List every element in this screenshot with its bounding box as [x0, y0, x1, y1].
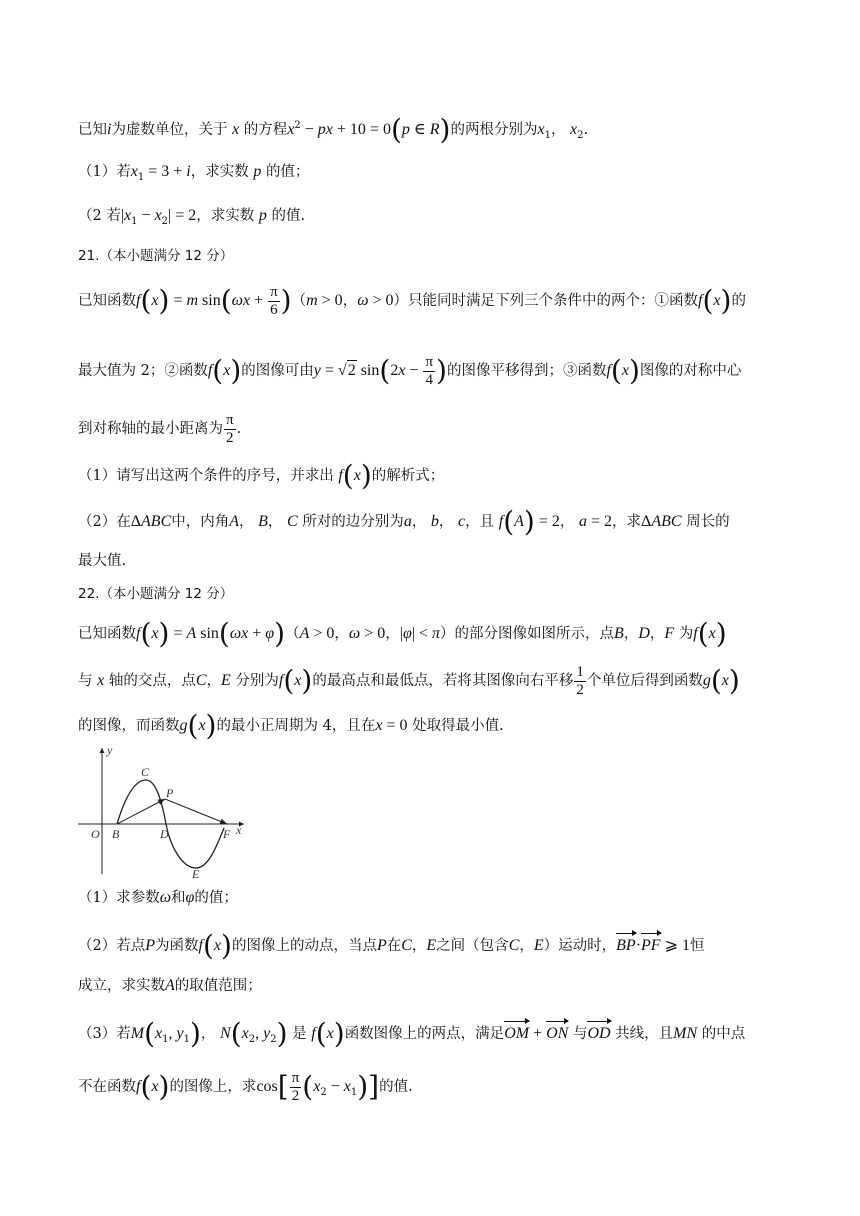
label-y: y: [107, 743, 113, 757]
sine-graph-figure: [74, 742, 254, 880]
p21-header: 21.（本小题满分 12 分）: [78, 248, 234, 264]
p21-part1: （1）请写出这两个条件的序号，并求出 f(x)的解析式；: [78, 459, 445, 492]
p21-stem3: 到对称轴的最小距离为 $\frac{\pi}{2}$ .: [78, 412, 242, 446]
p22-stem3: 的图像，而函数g(x)的最小正周期为 4，且在x = 0 处取得最小值.: [78, 709, 504, 742]
label-x: x: [236, 823, 242, 837]
label-p: P: [166, 786, 174, 800]
p21-part2: （2）在ΔABC中，内角A， B， C 所对的边分别为a， b， c，且 f(A) = 2， a = 2，求ΔABC 周长的: [78, 505, 730, 538]
label-b: B: [112, 827, 120, 841]
p22-stem2: 与 x 轴的交点，点C，E 分别为f(x)的最高点和最低点，若将其图像向右平移 $\frac{1}{2}$ 个单位后得到函数g(x): [78, 664, 740, 698]
label-f: F: [223, 827, 231, 841]
p22-stem: 已知函数f(x) = A sin(ωx + φ)（A > 0，ω > 0，|φ| < π）的部分图像如图所示，点B，D，F 为f(x): [78, 617, 727, 650]
vector-pf: [165, 799, 227, 824]
p20-stem: 已知i为虚数单位，关于 x 的方程$x^2$ − px + 10 = 0(p ∈ R)的两根分别为$x_1$， $x_2$.: [78, 113, 589, 146]
p20-part1: （1）若$x_1 = 3 + i$，求实数 p 的值；: [78, 163, 310, 183]
p21-stem2: 最大值为 2；②函数f(x)的图像可由y = √2 sin(2x − $\frac{\pi}{4}$ )的图像平移得到；③函数f(x)图像的对称中心: [78, 354, 742, 388]
p22-part2: （2）若点P为函数f(x)的图像上的动点，当点P在C，E之间（包含C，E）运动时，BP·PF ⩾ 1恒: [78, 929, 705, 962]
label-d: D: [160, 827, 169, 841]
label-c: C: [141, 765, 150, 779]
label-e: E: [192, 867, 200, 880]
p22-part1: （1）求参数ω和φ的值；: [78, 889, 238, 906]
p21-part2-cont: 最大值.: [78, 553, 127, 569]
label-o: O: [91, 827, 100, 841]
p22-part3: （3）若$M(x_1$, $y_1$)， $N(x_2$, $y_2$) 是 f(x)函数图像上的两点，满足OM + ON 与OD 共线，且MN 的中点: [78, 1017, 746, 1050]
p22-header: 22.（本小题满分 12 分）: [78, 586, 234, 602]
p22-part2-cont: 成立，求实数A的取值范围；: [78, 977, 262, 994]
p22-part3-cont: 不在函数f(x)的图像上，求cos[ $\frac{\pi}{2}$ $(x_2 - x_1)$]的值.: [78, 1070, 413, 1104]
p20-part2: （2 若$|x_1 - x_2| = 2$，求实数 p 的值.: [78, 207, 306, 227]
p21-stem: 已知函数f(x) = m sin(ωx + $\frac{\pi}{6}$ )（m > 0，ω > 0）只能同时满足下列三个条件中的两个：①函数f(x)的: [78, 284, 746, 318]
